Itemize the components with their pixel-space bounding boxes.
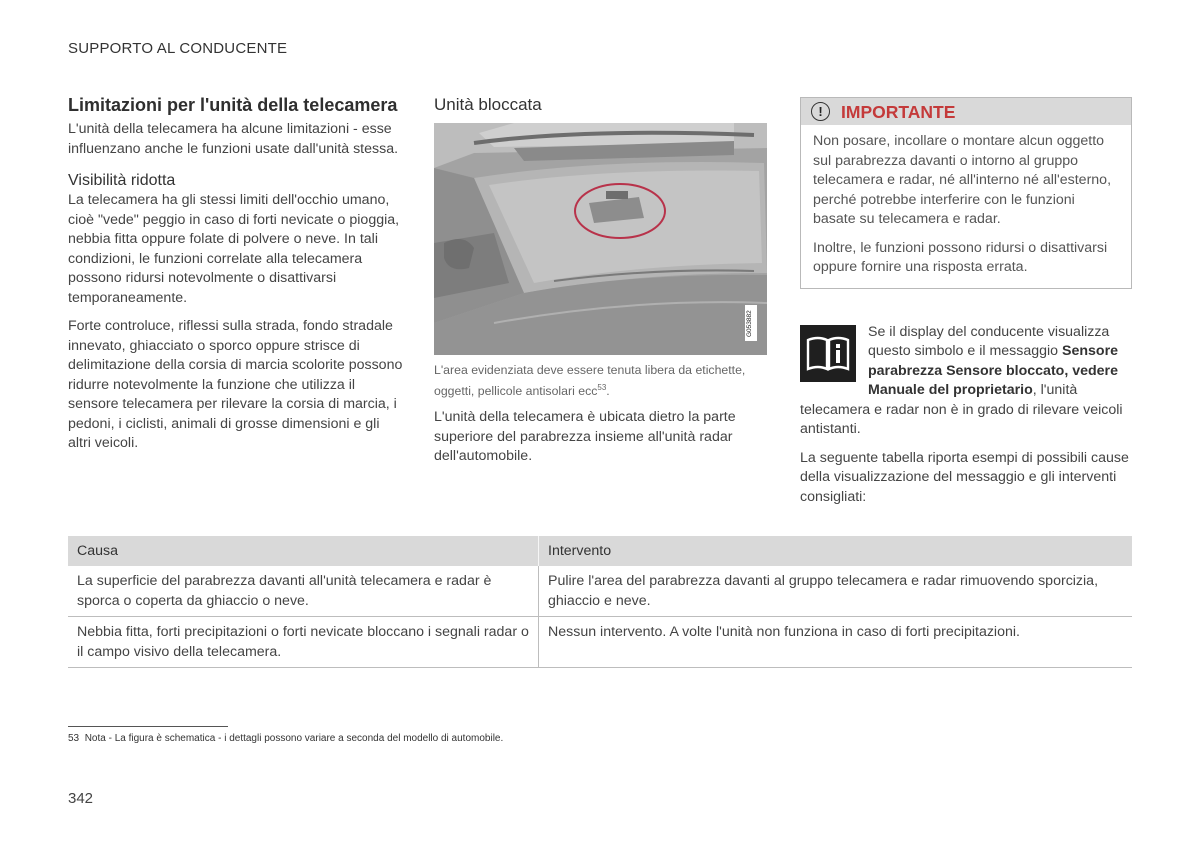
- important-body: [801, 125, 1131, 288]
- subsection-title-blocked: Unità bloccata: [434, 95, 542, 114]
- footnote: [68, 733, 503, 744]
- manual-info-text-end: , l'unità telecamera e radar non è in grado di rilevare veicoli antistanti.: [800, 382, 1123, 437]
- footnote-divider: [68, 726, 228, 727]
- figure-caption: [434, 361, 769, 400]
- section-title: Limitazioni per l'unità della telecamera: [68, 95, 398, 115]
- column-right: [800, 97, 1132, 507]
- table-header-cause: Causa: [68, 536, 539, 566]
- windshield-figure: [434, 123, 767, 355]
- driver-display-message: Sensore parabrezza Sensore bloccato, vedere Manuale del proprietario: [868, 343, 1118, 398]
- footnote-text: Nota - La figura è schematica - i dettagli possono variare a seconda del modello di automobile.: [84, 733, 504, 744]
- important-header: [801, 98, 1131, 125]
- section-header: SUPPORTO AL CONDUCENTE: [68, 40, 288, 57]
- table-cell-cause: La superficie del parabrezza davanti all'unità telecamera e radar è sporca o coperta da ghiaccio o neve.: [68, 566, 539, 617]
- caption-footnote-ref: 53: [597, 383, 607, 392]
- important-box: [800, 97, 1132, 289]
- windshield-illustration: [434, 123, 767, 355]
- caption-end: .: [606, 384, 610, 399]
- important-paragraph-2: Inoltre, le funzioni possono ridursi o disattivarsi oppure fornire una risposta errata.: [813, 239, 1108, 275]
- owner-manual-icon: [800, 325, 856, 382]
- important-paragraph-1: Non posare, incollare o montare alcun oggetto sul parabrezza davanti o intorno al gruppo telecamera e radar, né all'interno né all'esterno, perché potrebbe interferire con le funzioni basate su telecamera e radar.: [813, 133, 1112, 227]
- warning-icon: !: [811, 102, 830, 121]
- visibility-paragraph: La telecamera ha gli stessi limiti dell'occhio umano, cioè "vede" peggio in caso di forti nevicate o pioggia, nebbia fitta oppure folate di polvere o neve. In tali condizioni, le funzioni correlate alla telecamera possono ridursi notevolmente o disattivarsi temporaneamente.: [68, 192, 400, 306]
- intro-paragraph: L'unità della telecamera ha alcune limitazioni - esse influenzano anche le funzioni usate dall'unità stessa.: [68, 121, 399, 157]
- table-header-row: [68, 536, 1132, 566]
- caption-text: L'area evidenziata deve essere tenuta libera da etichette, oggetti, pellicole antisolari ecc: [434, 363, 746, 399]
- column-middle: [434, 95, 769, 467]
- important-title: IMPORTANTE: [841, 102, 956, 122]
- table-row: [68, 617, 1132, 668]
- column-left: [68, 95, 403, 454]
- cause-action-table: [68, 536, 1132, 668]
- manual-info-block: [800, 323, 1132, 508]
- conditions-paragraph: Forte controluce, riflessi sulla strada, fondo stradale innevato, ghiacciato o sporco oppure strisce di delimitazione della corsia di marcia scolorite possono ridurre notevolmente la funzione che utilizza il sensore telecamera per rilevare la corsia di marcia, i pedoni, i ciclisti, animali di grosse dimensioni e gli altri veicoli.: [68, 318, 403, 451]
- figure-code: [745, 305, 757, 341]
- subsection-title: Visibilità ridotta: [68, 172, 176, 189]
- table-row: [68, 566, 1132, 617]
- table-intro-paragraph: La seguente tabella riporta esempi di possibili cause della visualizzazione del messaggio e gli interventi consigliati:: [800, 449, 1129, 505]
- page-number: 342: [68, 790, 94, 807]
- figure-code-text: G053882: [746, 310, 753, 337]
- table-cell-cause: Nebbia fitta, forti precipitazioni o forti nevicate bloccano i segnali radar o il campo visivo della telecamera.: [68, 617, 539, 668]
- table-header-action: Intervento: [539, 536, 1133, 566]
- manual-info-text: Se il display del conducente visualizza questo simbolo e il messaggio: [868, 323, 1110, 359]
- table-cell-action: Pulire l'area del parabrezza davanti al gruppo telecamera e radar rimuovendo sporcizia, ghiaccio e neve.: [539, 566, 1133, 617]
- table-cell-action: Nessun intervento. A volte l'unità non funziona in caso di forti precipitazioni.: [539, 617, 1133, 668]
- location-paragraph: L'unità della telecamera è ubicata dietro la parte superiore del parabrezza insieme all'unità radar dell'automobile.: [434, 409, 736, 465]
- footnote-ref: 53: [68, 733, 80, 744]
